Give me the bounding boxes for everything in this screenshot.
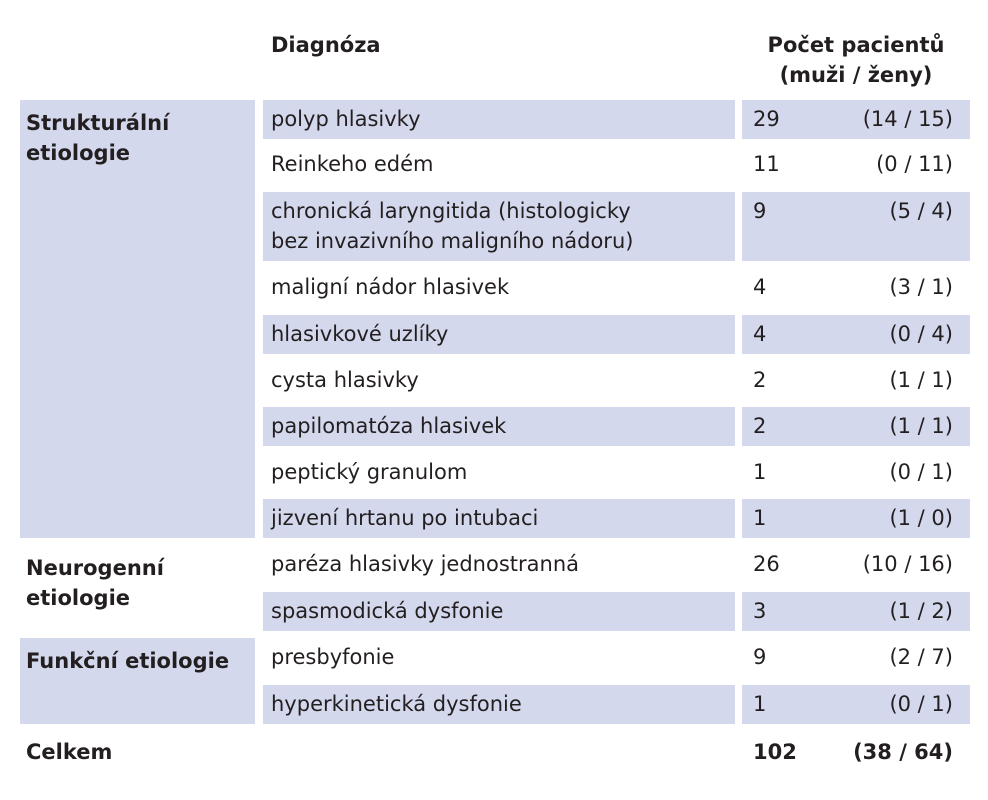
diagnosis-text: peptický granulom xyxy=(271,460,468,484)
total-label: Celkem xyxy=(26,740,113,764)
table-row-count xyxy=(742,268,970,308)
patient-count: 3 xyxy=(753,599,767,623)
group-label-line2: etiologie xyxy=(26,141,131,165)
table-row-diagnosis xyxy=(263,100,735,139)
table-row-count xyxy=(742,192,970,261)
diagnosis-text: chronická laryngitida (histologicky xyxy=(271,199,631,223)
column-header-count-line2: (muži / ženy) xyxy=(779,63,933,87)
male-female-split: (5 / 4) xyxy=(889,199,953,223)
patient-count: 2 xyxy=(753,414,767,438)
group-functional-etiology xyxy=(20,638,255,724)
table-row-count xyxy=(742,499,970,538)
group-structural-etiology xyxy=(20,100,255,538)
male-female-split: (1 / 2) xyxy=(889,599,953,623)
diagnosis-text: jizvení hrtanu po intubaci xyxy=(271,506,539,530)
table-row-count xyxy=(742,145,970,185)
table-row-diagnosis xyxy=(263,685,735,724)
diagnosis-text: presbyfonie xyxy=(271,645,395,669)
male-female-split: (0 / 1) xyxy=(889,692,953,716)
table-row-count xyxy=(742,407,970,446)
table-row-count xyxy=(742,545,970,585)
table-row-diagnosis xyxy=(263,453,735,492)
table-row-diagnosis xyxy=(263,268,735,308)
patient-count: 9 xyxy=(753,199,767,223)
patient-count: 29 xyxy=(753,107,780,131)
table-row-diagnosis xyxy=(263,407,735,446)
male-female-split: (2 / 7) xyxy=(889,645,953,669)
group-label-line1: Strukturální xyxy=(26,111,170,135)
column-header-patient-count xyxy=(740,30,972,90)
diagnosis-text: hyperkinetická dysfonie xyxy=(271,692,522,716)
patient-count: 1 xyxy=(753,692,767,716)
group-label-line1: Neurogenní xyxy=(26,556,164,580)
table-row-diagnosis xyxy=(263,545,735,585)
column-header-count-line1: Počet pacientů xyxy=(767,33,945,57)
table-row-diagnosis xyxy=(263,192,735,261)
patient-count: 11 xyxy=(753,152,780,176)
diagnosis-text: polyp hlasivky xyxy=(271,107,421,131)
patient-count: 4 xyxy=(753,275,767,299)
table-row-diagnosis xyxy=(263,361,735,400)
male-female-split: (1 / 0) xyxy=(889,506,953,530)
patient-count: 1 xyxy=(753,460,767,484)
male-female-split: (1 / 1) xyxy=(889,414,953,438)
group-label-line1: Funkční etiologie xyxy=(26,649,230,673)
table-row-count xyxy=(742,361,970,400)
table-row-count xyxy=(742,638,970,678)
diagnosis-text: hlasivkové uzlíky xyxy=(271,322,449,346)
male-female-split: (3 / 1) xyxy=(889,275,953,299)
table-row-count xyxy=(742,685,970,724)
patient-count: 1 xyxy=(753,506,767,530)
diagnosis-text: Reinkeho edém xyxy=(271,152,434,176)
table-row-count xyxy=(742,315,970,354)
table-row-count xyxy=(742,453,970,492)
table-row-diagnosis xyxy=(263,315,735,354)
diagnosis-text: paréza hlasivky jednostranná xyxy=(271,552,579,576)
table-row-diagnosis xyxy=(263,499,735,538)
patient-count: 4 xyxy=(753,322,767,346)
diagnosis-text: papilomatóza hlasivek xyxy=(271,414,507,438)
table-row-diagnosis xyxy=(263,145,735,185)
male-female-split: (0 / 11) xyxy=(876,152,953,176)
diagnosis-text: cysta hlasivky xyxy=(271,368,419,392)
male-female-split: (14 / 15) xyxy=(862,107,953,131)
table-row-diagnosis xyxy=(263,638,735,678)
diagnosis-text-line2: bez invazivního maligního nádoru) xyxy=(271,229,634,253)
column-header-diagnosis: Diagnóza xyxy=(271,33,381,57)
total-male-female-split: (38 / 64) xyxy=(853,740,953,764)
group-neurogenic-etiology xyxy=(20,545,255,631)
male-female-split: (0 / 1) xyxy=(889,460,953,484)
male-female-split: (1 / 1) xyxy=(889,368,953,392)
group-label-line2: etiologie xyxy=(26,586,131,610)
diagnosis-text: maligní nádor hlasivek xyxy=(271,275,510,299)
male-female-split: (0 / 4) xyxy=(889,322,953,346)
table-row-count xyxy=(742,100,970,139)
patient-count: 26 xyxy=(753,552,780,576)
table-row-count xyxy=(742,592,970,631)
patient-count: 2 xyxy=(753,368,767,392)
table-row-diagnosis xyxy=(263,592,735,631)
male-female-split: (10 / 16) xyxy=(862,552,953,576)
diagnosis-text: spasmodická dysfonie xyxy=(271,599,504,623)
patient-count: 9 xyxy=(753,645,767,669)
total-patient-count: 102 xyxy=(753,740,797,764)
